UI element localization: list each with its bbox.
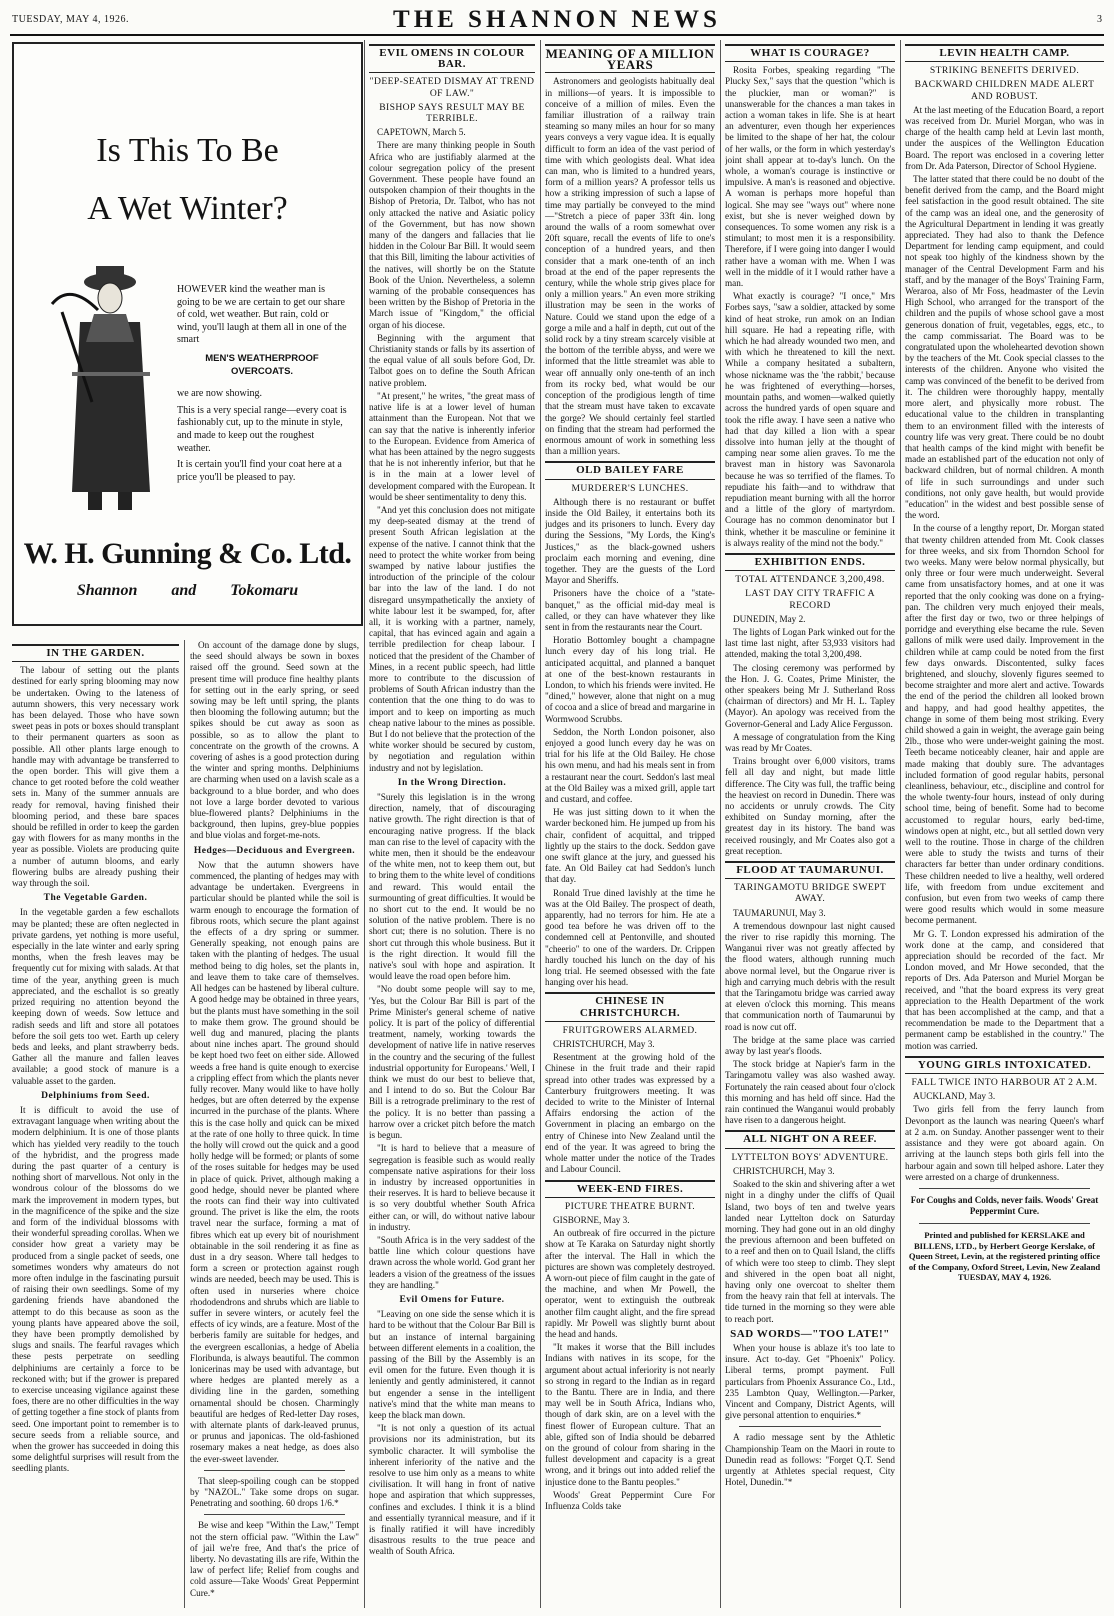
dateline: AUCKLAND, May 3.	[913, 1091, 996, 1102]
garden-article	[12, 640, 359, 1608]
article-headline: WEEK-END FIRES.	[545, 1180, 715, 1198]
article-paragraph: "Surely this legislation is in the wrong direction, namely, that of discouraging native growth. The right direction is that of encouraging native progress. If the black man can rise to the level of capacity with the white men, then it should be the endeavour of the white men, not to keep them out, but to bring them to the white level of conditions and reward. This would entail the surmounting of great difficulties. It would be no short cut to the end. It would be no solution of the native problem. There is no short cut; there is no solution. There is no short cut through this whole business. But it is the right direction. It would fill the native's soul with hope and aspiration. It would leave the road open before him.	[369, 792, 535, 982]
article-paragraph: Resentment at the growing hold of the Chinese in the fruit trade and their rapid spread into other trades was expressed by a Canterbury fruitgrowers meeting. It was decided to write to the Minister of Internal Affairs endorsing the action of the Government in placing an embargo on the entry of Chinese into New Zealand until the end of the year. It was agreed to bring the whole matter under the notice of the Trades and Labour Council.	[545, 1052, 715, 1175]
article-paragraph: A message of congratulation from the King was read by Mr Coates.	[725, 731, 895, 753]
garden-subhead: The Vegetable Garden.	[43, 893, 148, 904]
article-paragraph: The labour of setting out the plants destined for early spring blooming may now be undertaken. Owing to the lateness of autumn showers, this very necessary work has been delayed. Those who have sown sweet peas in pots or boxes should transplant to their permanent quarters as soon as possible. All other plants large enough to handle may with advantage be transferred to the open border. This will give them a chance to get rooted before the cold weather sets in. Many of the summer annuals are ready for removal, having finished their blooming period, and these bare spaces should be refilled in order to keep the garden gay with flowers for as many months in the year as possible. Violets are producing quite a number of autumn blooms, and early flowering bulbs are already pushing their way through the soil.	[12, 665, 179, 889]
article-headline: CHINESE IN CHRISTCHURCH.	[545, 992, 715, 1021]
colour-bar-article	[369, 40, 535, 1608]
ad-text: we are now showing.	[177, 388, 262, 400]
article-paragraph: There are many thinking people in South Africa who are justifiably alarmed at the colour segregation policy of the present Government. These people have found an outspoken champion of their thoughts in the Bishop of Pretoria, Dr. Talbot, who has not only attacked the native and Asiatic policy of the Government, but has now shown many of the dangers and fallacies that lie hidden in the Colour Bar Bill. It would seem that this Bill, limiting the labour activities of the natives, will shortly be on the Statute Book of the Union. Nevertheless, a solemn warning of the probable consequences has been written by the Bishop of Pretoria in the March issue of "Kingdom," the official organ of his diocese.	[369, 140, 535, 330]
dateline: DUNEDIN, May 2.	[733, 613, 806, 624]
masthead-date: TUESDAY, MAY 4, 1926.	[12, 14, 130, 25]
article-paragraph: In the vegetable garden a few eschallots may be planted; these are often neglected in private gardens, yet nothing is more useful, especially in the late winter and early spring months, when the fresh leaves may be frequently cut for mixing with salads. At that time of the year, anything green is much appreciated, and the eschallot is so greatly prized requiring no attention beyond the keeping down of weeds. Sow lettuce and radish seeds and lift and store all potatoes before the soil gets too wet. Earth up celery beds and leeks, and plant strawberry beds. Gather all the manure and fallen leaves available; a good stock of manure is a valuable asset to the garden.	[12, 907, 179, 1086]
article-subhead: LAST DAY CITY TRAFFIC A RECORD	[745, 588, 875, 611]
page-number: 3	[1097, 14, 1102, 25]
article-paragraph: "It is not only a question of its actual provisions nor its administration, but its symbolic character. It will symbolise the inherent inferiority of the native and the resolve to use him only as a means to white civilisation. It will hang in front of native hope and aspiration that which suppresses, confines and excludes. I think it is a blind and essentially tyrannical measure, and if it is finally ratified it will have incredibly disastrous results to the true peace and wealth of South Africa.	[369, 1423, 535, 1557]
nazol-advert: That sleep-spoiling cough can be stopped by "NAZOL." Take some drops on sugar. Penetrating and soothing. 60 drops 1/6.*	[190, 1475, 359, 1509]
article-subhead: BISHOP SAYS RESULT MAY BE TERRIBLE.	[379, 101, 525, 125]
garden-subhead: Hedges—Deciduous and Evergreen.	[193, 845, 356, 856]
article-paragraph: An outbreak of fire occurred in the picture show at Te Karaka on Saturday night shortly after the interval. The Hall in which the pictures are shown was completely destroyed. A worn-out piece of film caught in the gate of the machine, and when Mr Powell, the operator, went to extinguish the outbreak another film caught alight, and the fire spread rapidly. Mr Powell was slightly burnt about the head and hands.	[545, 1228, 715, 1339]
advert-headline: SAD WORDS—"TOO LATE!"	[730, 1327, 890, 1340]
article-paragraph: Now that the autumn showers have commenced, the planting of hedges may with advantage be undertaken. Evergreens in particular should be planted while the soil is warm enough to encourage the formation of fibrous roots, which secure the plant against the effects of a dry spring or summer. Generally speaking, not enough pains are taken with the planting of hedges. The usual method being to dig holes, set the plants in, and leave them to take care of themselves. All hedges can be hastened by liberal culture. A good hedge may be obtained in three years, but the plants must have something in the soil to make them grow. The ground should be well dug and manured, placing the plants about nine inches apart. The ground should be kept hoed two feet on either side. Allowed weeds a free hand is quite enough to exercise a crippling effect from which the plants never fully recover. Many would like to have holly hedges, but are often deterred by the expense incurred in the purchase of the plants. Where this is the case holly and quick can be mixed at the rate of one holly to three quick. In time the holly will crowd out the quick and a good holly hedge will be formed; or plants of some of the roses suitable for hedges may be used in place of quick. Privet, although making a good hedge, should never be planted where the roots can find their way into cultivated ground. The privet is like the elm, the roots travel near the surface, forming a mat of fibres which eat up every bit of nourishment obtainable in the soil rendering it as fine as dust in a dry season. Where tall hedges to form a screen or protection against rough winds are needed, beech may be used. This is often used in nurseries where choice rhododendrons and shrubs which are liable to suffer in severe winters, or acutely feel the effects of icy winds, are a feature. Most of the berberis family are suitable for hedges, and the evergreen escallonias, a hedge of Abelia Floribunda, is always beautiful. The common lonicerinas may be used with advantage, but where hedges are planted merely as a dividing line in the garden, something ornamental should be chosen. Charmingly beautiful are hedges of Red-letter Day roses, with alternate plants of dark-leaved prunus, or prunus and japonicas. The old-fashioned rosemary makes a neat hedge, as does also the ever-sweet lavender.	[190, 859, 359, 1464]
overcoat-advertisement	[12, 42, 363, 626]
newspaper-title: THE SHANNON NEWS	[393, 6, 721, 33]
article-subhead: "DEEP-SEATED DISMAY AT TREND OF LAW."	[369, 76, 535, 99]
article-headline: YOUNG GIRLS INTOXICATED.	[905, 1056, 1104, 1074]
article-subhead: MURDERER'S LUNCHES.	[571, 482, 689, 494]
article-paragraph: What exactly is courage? "I once," Mrs Forbes says, "saw a soldier, attacked by some kind of heat stroke, run amok on an Indian hill square. He had a repeating rifle, with which he had already wounded two men, and with which he threatened to kill the next. While a company hesitated a subaltern, whose nickname was the 'the rabbit,' because he was frightened of everything—horses, mountain paths, and women—walked quietly across the hundred yards of open square and took the rifle away. I have seen a native who had that day killed a lion with a spear dissolve into human jelly at the thought of camping near some alien graves. To me the bravest man in history was Savonarola because he was so terrified of the flames. To repudiate his faith—and to withdraw that repudiation meant burning with all the horror and a little of the glory of martyrdom. Courage has no common denominator but I think, whether it be masculine or feminine it is always reality of the mind not the body."	[725, 291, 895, 548]
article-paragraph: Ronald True dined lavishly at the time he was at the Old Bailey. The prospect of death, apparently, had no terrors for him. He ate a good tea before he was driven off to the condemned cell at Pentonville, and shouted "cheerio" to one of the warders. Dr. Crippen hardly touched his lunch on the day of his long trial. He seemed obsessed with the fate hanging over his head.	[545, 887, 715, 988]
article-paragraph: The lights of Logan Park winked out for the last time last night, after 53,933 visitors had attended, making the total 3,200,498.	[725, 626, 895, 660]
article-paragraph: "It makes it worse that the Bill includes Indians with natives in its scope, for the argument about actual inferiority is not nearly so strong in regard to the Indian as in regard to the Bantu. There are in India, and there may well be in South Africa, Indians who, though of dark skin, are on a level with the finest flower of European culture. That an able, gifted son of India should be debarred on the ground of colour from sharing in the fullest development and capacity is a great wrong, and it brings out into added relief the injustice done to the Bantu peoples."	[545, 1342, 715, 1487]
ad-company-name: W. H. Gunning & Co. Ltd.	[23, 537, 352, 570]
article-paragraph: The stock bridge at Napier's farm in the Taringamotu valley was also washed away. Fortunately the rain ceased about four o'clock this morning and has held off since. Had the rain continued the Wanganui would probably have risen to a dangerous height.	[725, 1059, 895, 1126]
man-in-overcoat-illustration	[32, 252, 170, 517]
ad-locations: Shannon and Tokomaru	[76, 582, 299, 599]
article-subhead: FALL TWICE INTO HARBOUR AT 2 A.M.	[911, 1077, 1098, 1089]
peppermint-cure-advert: Woods' Great Peppermint Cure For Influenza Colds take	[545, 1489, 715, 1511]
article-paragraph: "No doubt some people will say to me, 'Yes, but the Colour Bar Bill is part of the Prime Minister's general scheme of native policy. It is part of the policy of differential treatment, namely, working towards the development of native life in native reserves in the country and the securing of the fullest industrial opportunity for Europeans.' Well, I think we must do our best to believe that, and I intend to do so. But the Colour Bar Bill is a retrograde preliminary to the rest of the policy. It is no better than passing a harrow over a cricket pitch before the match is begun.	[369, 984, 535, 1141]
article-paragraph: A tremendous downpour last night caused the river to rise rapidly this morning. The Wanganui river was not greatly affected by the flood waters, although running much above normal level, but the Ongarue river is high and carrying much debris with the result that the Taringamotu bridge was carried away at eleven o'clock this morning. This means that communication north of Taumarunui by road is now cut off.	[725, 920, 895, 1032]
ad-body	[177, 284, 347, 488]
article-subhead: Evil Omens for Future.	[399, 1294, 505, 1305]
article-headline: LEVIN HEALTH CAMP.	[905, 44, 1104, 62]
article-paragraph: "South Africa is in the very saddest of the battle line which colour questions have drawn across the whole world. God grant her leaders a vision of the greatness of the issues they are handling."	[369, 1234, 535, 1290]
article-paragraph: Soaked to the skin and shivering after a wet night in a dinghy under the cliffs of Quail Island, two boys of ten and twelve years landed near Lyttelton dock on Saturday morning. They had gone out in an old dinghy the previous afternoon and been buffeted on to a reef and then on to Quail Island, the cliffs of which were too steep to climb. They slept and shivered in the open boat all night, having only one overcoat to shelter them from the heavy rain that fell at intervals. The tide turned in the morning so they were able to reach port.	[725, 1179, 895, 1324]
article-headline: WHAT IS COURAGE?	[725, 44, 895, 62]
ad-text: It is certain you'll find your coat here at a price you'll be pleased to pay.	[177, 459, 342, 483]
article-subhead: BACKWARD CHILDREN MADE ALERT AND ROBUST.	[914, 79, 1095, 102]
article-subhead: PICTURE THEATRE BURNT.	[564, 1200, 696, 1212]
dateline: CHRISTCHURCH, May 3.	[733, 1165, 835, 1176]
article-headline: FLOOD AT TAUMARUNUI.	[725, 861, 895, 879]
article-headline: EXHIBITION ENDS.	[725, 553, 895, 571]
article-paragraph: It is difficult to avoid the use of extravagant language when writing about the modern delphinium. It is one of those plants which has yielded very readily to the touch of the hybridist, and the progress made during the past quarter of a century is nothing short of marvellous. Not only in the wondrous colour of the blossoms do we mark the improvement in modern types, but in the magnificence of the spike and the size and form of the individual blossoms with their wonderful spreading corollas. When we consider how great a variety may be produced from a single packet of seeds, one sometimes wonders why amateurs do not more often indulge in the fascinating pursuit of raising their own seedlings. Some of my gardening friends have abandoned the attempt to do this because as soon as the young plants have appeared above the soil, they have been promptly demolished by slugs and snails. The fearful ravages which these pests perpetrate on seedling delphiniums are certainly a force to be reckoned with; but if the grower is prepared to exercise unceasing vigilance against these foes, there are no other difficulties in the way of getting together a fine stock of plants from seed. One important point to remember is to secure seeds from a reliable source, and when the grower has succeeded in doing this some delightful surprises will result from the seedling plants.	[12, 1104, 179, 1474]
peppermint-cure-advert: Be wise and keep "Within the Law," Tempt not the stern official paw. "Within the Law" of jail we're free, And that's the price of liberty. No devastating ills are rife, Within the law of perfect life; Relief from coughs and cold assure—Take Woods' Great Peppermint Cure.*	[190, 1520, 359, 1598]
million-years-column	[545, 40, 715, 1608]
dateline: CAPETOWN, March 5.	[377, 127, 466, 138]
article-subhead: FRUITGROWERS ALARMED.	[562, 1024, 698, 1036]
article-paragraph: Prisoners have the choice of a "state-banquet," as the official mid-day meal is called, or they can have whatever they like sent in from the restaurants near the Court.	[545, 588, 715, 632]
garden-subhead: Delphiniums from Seed.	[41, 1090, 150, 1101]
article-paragraph: On account of the damage done by slugs, the seed should always be sown in boxes raised off the ground. Seed sown at the present time will produce fine healthy plants for setting out in the early spring, or seed sowing may be left until spring, the plants then blooming the following autumn; but the spikes should be cut away as soon as possible, so as to allow the plant to concentrate on the growth of the crowns. A covering of ashes is a good protection during the winter and spring months. Delphiniums are charming when used on a lavish scale as a background to a blue border, and who does not love a large border devoted to various blue-flowered plants? Delphiniums in the background, then lupins, grey-blue poppies and blue violas and forget-me-nots.	[190, 640, 359, 841]
article-paragraph: "Leaving on one side the sense which it is hard to be without that the Colour Bar Bill is but an instance of internal bargaining between different elements in a coalition, the passing of the Bill by the Assembly is an evil omen for the future. Even though it is leniently and gently administered, it cannot but engender a sense in the intelligent native's mind that the white man means to keep the black man down.	[369, 1309, 535, 1420]
article-paragraph: He was just sitting down to it when the warder beckoned him. He jumped up from his chair, confident of acquittal, and tripped lightly up the stairs to the dock. Seddon gave one swift glance at the jury, and guessed his fate. An Old Bailey cat had Seddon's lunch that day.	[545, 807, 715, 885]
article-paragraph: In the course of a lengthy report, Dr. Morgan stated that twenty children attended from Mt. Cook classes for three weeks, and six from Thorndon School for two weeks. Many were below normal physically, but only three or four were much underweight. Several came from unsatisfactory homes, and at one it was reported that the only cooking was done on a frying-pan. The children very much enjoyed their meals, after the first day or two, two or three helpings of porridge and everything else became the rule. Seven gallons of milk were used daily. Improvement in the children while at camp could be noted from the first few days onwards. Discontented, sulky faces brightened, and slouchy, slovenly figures seemed to become straighter and more alert and active. Towards the end of the period the children all looked brown and happy, and had good healthy appetites, the change in some of them being most striking. Every child showed a gain in weight, the average gain being 2lb., those who were under-weight gaining the most. Teeth became noticeably cleaner, hair and apple are made making that doubly sure. The advantages included formation of good regular habits, personal cleanliness, behaviour, etc., discipline and control for the whole twenty-four hours, instead of only during school time, being of benefit. Some had to become accustomed to regular hours, early bed-time, windows open at night, etc., but all settled down very well to the routine. Those in charge of the children were able to study the twists and turns of their characters far better than under ordinary conditions. These children needed to live a healthy, well ordered life, with freedom from undue excitement and confusion, but even from two weeks of camp there were good results which would in some measure become permanent.	[905, 523, 1104, 926]
article-paragraph: Rosita Forbes, speaking regarding "The Plucky Sex," says that the question "which is the pluckier, man or woman?" is unanswerable for the chances a man takes in action a woman takes in life. She is at heart an adventurer, even though her experiences be limited to the shape of her hat, the colour of her walls, or the form in which yesterday's joint shall appear at to-day's lunch. On the whole, a woman's courage is instinctive or impulsive. A man's is reasoned and objective. A woman is perhaps more hopeful than logical. She may see "ways out" where none exist, but she is never weighed down by consequences. To some women any risk is a stimulant; to most men it is a responsibility. Therefore, if I were going into danger I would rather have a woman with me. When I was well in the middle of it I would rather have a man.	[725, 65, 895, 289]
article-paragraph: "And yet this conclusion does not mitigate my deep-seated dismay at the trend of present South African legislation at the expense of the native. I cannot think that the need to protect the white worker from being swamped by native labour justifies the introduction of the principle of the colour bar into the law of the land. I do not disregard unsympathetically the anxiety of white labour lest it be swamped, for, after all, it is working with a partner, namely, capital, that has evinced again and again a terrible predilection for cheap labour. I noticed that the president of the Chamber of Mines, in a recent public speech, had little more to contribute to the discussion of problems of South African industry than the contention that the one thing to do was to import and to keep on importing as much cheap native labour to the mines as possible. But I do not believe that the protection of the white worker should be secured by custom, by negotiation and regulation within industry and not by legislation.	[369, 504, 535, 773]
article-subhead: In the Wrong Direction.	[397, 777, 507, 788]
article-headline: OLD BAILEY FARE	[545, 461, 715, 479]
ad-product-name: MEN'S WEATHERPROOF OVERCOATS.	[205, 352, 319, 377]
article-subhead: LYTTELTON BOYS' ADVENTURE.	[731, 1151, 889, 1163]
article-subhead: STRIKING BENEFITS DERIVED.	[929, 65, 1080, 77]
article-headline: EVIL OMENS IN COLOUR BAR.	[369, 44, 535, 73]
article-paragraph: At the last meeting of the Education Board, a report was received from Dr. Muriel Morgan, who was in charge of the health camp held at Levin last month, under the auspices of the Wellington Education Board. The report was enclosed in a covering letter from Dr. Ada Paterson, Director of School Hygiene.	[905, 104, 1104, 171]
ad-headline-1: Is This To Be	[96, 132, 279, 169]
courage-column	[725, 40, 895, 1608]
article-paragraph: Although there is no restaurant or buffet inside the Old Bailey, it entertains both its judges and its prisoners to lunch. Every day during the Sessions, "My Lords, the King's Justices," as the black-gowned ushers proclaim each morning and evening, dine together. They are the guests of the Lord Mayor and Sheriffs.	[545, 496, 715, 586]
article-paragraph: Seddon, the North London poisoner, also enjoyed a good lunch every day he was on trial for his life at the Old Bailey. He chose his own menu, and had his meals sent in from a restaurant near the court. Seddon's last meal at the Old Bailey was a mixed grill, apple tart and custard, and coffee.	[545, 726, 715, 804]
article-paragraph: Horatio Bottomley bought a champagne lunch every day of his long trial. He anticipated acquittal, and planned a banquet at one of the best-known restaurants in London, to which his friends were invited. He "dined," however, alone that night on a mug of cocoa and a slice of bread and margarine in Wormwood Scrubbs.	[545, 635, 715, 724]
article-paragraph: Two girls fell from the ferry launch from Devonport as the launch was nearing Queen's wharf at 2 a.m. on Sunday. Another passenger went to their assistance and they were got aboard again. On arriving at the launch steps both girls fell into the harbour again and sown till helped ashore. Later they were arrested on a charge of drunkenness.	[905, 1104, 1104, 1182]
masthead	[10, 6, 1104, 36]
article-paragraph: "At present," he writes, "the great mass of native life is at a lower level of human attainment than the European. Not that we can say that the native is inherently inferior to the European. Evidence from America of what has been attained by the negro suggests that he is not inherently inferior, but that he is in the main at a lower level of development compared with the European. It would be sheer sentimentality to deny this.	[369, 390, 535, 502]
phoenix-assurance-advert: When your house is ablaze it's too late to insure. Act to-day. Get "Phoenix" Policy. Liberal terms, prompt payment. Full particulars from Phoenix Assurance Co., Ltd., 235 Lambton Quay, Wellington.—Parker, Vincent and Company, District Agents, will give personal attention to enquiries.*	[725, 1342, 895, 1421]
ad-headline-2: A Wet Winter?	[87, 190, 288, 227]
ad-intro-text: HOWEVER kind the weather man is going to be we are certain to get our share of cold, wet weather. But rain, cold or wind, you'll laugh at them all in one of the smart	[177, 284, 347, 346]
article-paragraph: The bridge at the same place was carried away by last year's floods.	[725, 1034, 895, 1057]
article-paragraph: Astronomers and geologists habitually deal in millions—of years. It is impossible to conceive of a million of miles. Even the familiar illustration of a railway train steaming so many miles an hour for so many years conveys a very vague idea. It is equally difficult to form an idea of the vast period of time with which geologists deal. What idea can man, who is limited to a hundred years, form of a million years? A professor tells us how a striking impression of such a lapse of time may partially be conveyed to the mind—"Stretch a piece of paper 33ft 4in. long around the walls of a room somewhat over 20ft square, recall the events of life to one's conception of a hundred years, and then consider that a mark one-tenth of an inch broad at the end of the paper represents the century, while the whole strip gives place for only a million years." An even more striking illustration may be seen in the works of Nature. Could we stand upon the edge of a gorge a mile and a half in depth, cut out of the solid rock by a tiny stream scarcely visible at the bottom of the terrible abyss, and were we informed that the little streamlet was able to wear off annually only one-tenth of an inch from its rocky bed, what would be our conception of the prodigious length of time that the stream must have taken to excavate the gorge? We should certainly feel startled on finding that the stream had performed the enormous amount of work in something less than a million years.	[545, 76, 715, 457]
article-subhead: TARINGAMOTU BRIDGE SWEPT AWAY.	[733, 882, 887, 905]
printer-imprint: Printed and published for KERSLAKE and BILLENS, LTD., by Herbert George Kerslake, of Queen Street, Levin, at the registered printing office of the Company, Oxford Street, Levin, New Zealand TUESDAY, MAY 4, 1926.	[908, 1230, 1101, 1282]
article-headline: ALL NIGHT ON A REEF.	[725, 1130, 895, 1148]
article-paragraph: Beginning with the argument that Christianity stands or falls by its assertion of the equal value of all souls before God, Dr. Talbot goes on to define the South African native problem.	[369, 332, 535, 388]
peppermint-cure-advert: For Coughs and Colds, never fails. Woods' Great Peppermint Cure.	[910, 1194, 1099, 1217]
dateline: CHRISTCHURCH, May 3.	[553, 1039, 655, 1050]
dateline: TAUMARUNUI, May 3.	[733, 907, 826, 918]
article-paragraph: "It is hard to believe that a measure of segregation is feasible such as would really compensate native aspirations for their loss in industry by increased opportunities in their reserves. It is hard to believe because it is so very doubtful whether South Africa either can, or will, do without native labour in industry.	[369, 1143, 535, 1232]
levin-column	[905, 40, 1104, 1608]
ad-text: This is a very special range—every coat is fashionably cut, up to the minute in style, and made to keep out the roughest weather.	[177, 404, 347, 454]
article-paragraph: A radio message sent by the Athletic Championship Team on the Maori in route to Dunedin read as follows: "Forget Q.T. Send urgently at Athletes special request, City Hotel, Dunedin."*	[725, 1432, 895, 1488]
article-paragraph: The closing ceremony was performed by the Hon. J. G. Coates, Prime Minister, the other speakers being Mr J. Sutherland Ross (chairman of directors) and Mr H. L. Tapley (Mayor). An apology was received from the Governor-General and Lady Alice Fergusson.	[725, 662, 895, 729]
dateline: GISBORNE, May 3.	[553, 1214, 630, 1225]
article-subhead: TOTAL ATTENDANCE 3,200,498.	[735, 574, 885, 586]
article-paragraph: Trains brought over 6,000 visitors, trams fell all day and night, but made little difference. The City was full, the traffic being the heaviest on record in Dunedin. There was no accidents or unruly crowds. The City exhibited on Sunday morning, after the greatest day in its history. The band was received rousingly, and Mr Coates also got a great reception.	[725, 756, 895, 856]
article-paragraph: The latter stated that there could be no doubt of the benefit derived from the camp, and the Board might feel satisfaction in the good result obtained. The site of the camp was an ideal one, and the generosity of the Agricultural Department in lending it was greatly appreciated. They had also to thank the Defence Department for lending camp equipment, and could not speak too highly of the kindness shown by the manager of the Central Development Farm and his staff, and by the manager of the Boys' Training Farm, Weraroa, also of Mr Foss, headmaster of the Levin High School, who arranged for the transport of the children and the pupils of whose school gave a most generous donation of fruit, vegetables, eggs, etc., to the camp commissariat. The Board was to be congratulated upon the wholehearted devotion shown by the teachers of the Mt. Cook special classes to the interests of the children. Anyone who visited the camp was convinced of the benefit to be derived from it. The children were thoroughly happy, mentally more alert, and physically more robust. The educational value to the children in transplanting them to an environment filled with the interests of country life was very great. There could be no doubt that health camps of the kind might with benefit be made an established part of the education not only of backward children, but of normal children. A month of life in such surroundings and under such conditions, not only gave health, but would provide "education" in the widest and best possible sense of the word.	[905, 174, 1104, 521]
article-paragraph: Mr G. T. London expressed his admiration of the work done at the camp, and considered that appreciation should be recorded of the fact. Mr London moved, and Mr Howe seconded, that the reports of Drs. Ada Paterson and Muriel Morgan be received, and "that the board express its very great appreciation to the Health Department of the work that has been accomplished at the camp, and that a recommendation be made to the Department that a permanent camp be established in the country." The motion was carried.	[905, 928, 1104, 1051]
article-headline: MEANING OF A MILLION YEARS	[545, 46, 715, 73]
garden-headline: IN THE GARDEN.	[12, 644, 179, 662]
